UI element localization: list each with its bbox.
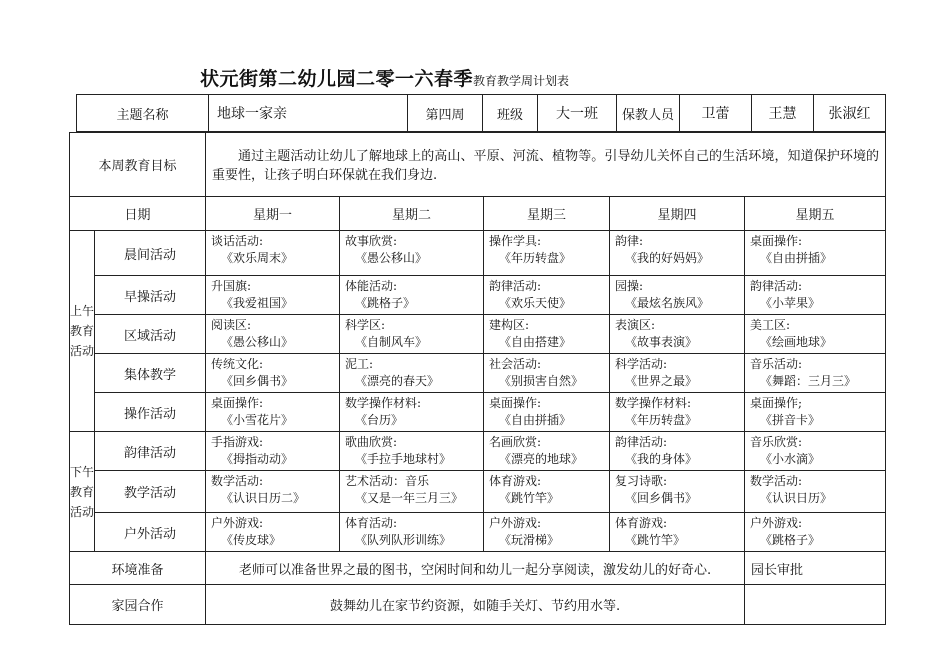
activity-type: 建构区: xyxy=(489,318,530,332)
day-header: 星期五 xyxy=(745,197,886,231)
activity-cell xyxy=(340,513,484,552)
activity-title: 《小苹果》 xyxy=(760,296,821,310)
activity-cell xyxy=(484,276,610,315)
activity-type: 体育活动: xyxy=(345,516,398,530)
activity-type: 手指游戏: xyxy=(211,435,264,449)
activity-cell xyxy=(340,393,484,432)
activity-title: 《玩滑梯》 xyxy=(499,533,560,547)
activity-name: 区域活动 xyxy=(95,315,206,354)
activity-cell xyxy=(484,315,610,354)
activity-type: 体育游戏: xyxy=(489,474,542,488)
table-row xyxy=(70,354,886,393)
day-header: 星期一 xyxy=(206,197,340,231)
activity-type: 数学操作材料: xyxy=(615,396,692,410)
family-row xyxy=(70,585,886,625)
activity-title: 《认识日历二》 xyxy=(221,491,306,505)
activity-cell xyxy=(745,513,886,552)
activity-title: 《愚公移山》 xyxy=(221,335,294,349)
activity-title: 《自由拼插》 xyxy=(499,413,572,427)
activity-title: 《我的好妈妈》 xyxy=(625,251,710,265)
activity-type: 桌面操作: xyxy=(750,234,803,248)
activity-type: 阅读区: xyxy=(211,318,252,332)
activity-title: 《欢乐天使》 xyxy=(499,296,572,310)
activity-name: 集体教学 xyxy=(95,354,206,393)
date-row xyxy=(70,197,886,231)
activity-title: 《跳竹竿》 xyxy=(625,533,686,547)
approval-signature xyxy=(745,585,886,625)
activity-title: 《拇指动动》 xyxy=(221,452,294,466)
activity-cell xyxy=(206,393,340,432)
activity-type: 音乐活动: xyxy=(750,357,803,371)
title-sub: 教育教学周计划表 xyxy=(473,74,570,88)
theme-label: 主题名称 xyxy=(77,95,209,132)
activity-cell xyxy=(610,513,745,552)
activity-cell xyxy=(484,432,610,471)
activity-type: 谈话活动: xyxy=(211,234,264,248)
activity-cell xyxy=(745,231,886,276)
activity-type: 户外游戏: xyxy=(489,516,542,530)
activity-title: 《愚公移山》 xyxy=(355,251,428,265)
document-title xyxy=(200,64,569,91)
activity-type: 体能活动: xyxy=(345,279,398,293)
activity-type: 数学活动: xyxy=(211,474,264,488)
day-header: 星期二 xyxy=(340,197,484,231)
activity-cell xyxy=(484,471,610,513)
activity-title: 《小雪花片》 xyxy=(221,413,294,427)
activity-type: 韵律活动: xyxy=(489,279,542,293)
activity-title: 《跳格子》 xyxy=(760,533,821,547)
activity-title: 《台历》 xyxy=(355,413,404,427)
activity-title: 《小水滴》 xyxy=(760,452,821,466)
activity-title: 《自由搭建》 xyxy=(499,335,572,349)
activity-type: 名画欣赏: xyxy=(489,435,542,449)
activity-title: 《故事表演》 xyxy=(625,335,698,349)
activity-cell xyxy=(610,432,745,471)
activity-cell xyxy=(340,432,484,471)
activity-cell xyxy=(206,471,340,513)
activity-cell xyxy=(484,231,610,276)
activity-cell xyxy=(484,513,610,552)
activity-cell xyxy=(610,393,745,432)
activity-type: 传统文化: xyxy=(211,357,264,371)
table-row xyxy=(70,276,886,315)
activity-cell xyxy=(610,354,745,393)
activity-cell xyxy=(610,231,745,276)
activity-type: 艺术活动：音乐 xyxy=(345,474,430,488)
activity-type: 韵律: xyxy=(615,234,644,248)
activity-title: 《年历转盘》 xyxy=(499,251,572,265)
activity-title: 《传皮球》 xyxy=(221,533,282,547)
activity-title: 《漂亮的地球》 xyxy=(499,452,584,466)
table-row xyxy=(70,432,886,471)
activity-title: 《世界之最》 xyxy=(625,374,698,388)
activity-type: 故事欣赏: xyxy=(345,234,398,248)
activity-title: 《回乡偶书》 xyxy=(625,491,698,505)
goal-text: 通过主题活动让幼儿了解地球上的高山、平原、河流、植物等。引导幼儿关怀自己的生活环境，知道保护环境的重要性，让孩子明白环保就在我们身边. xyxy=(206,133,886,197)
activity-cell xyxy=(340,276,484,315)
activity-type: 升国旗: xyxy=(211,279,252,293)
activity-type: 桌面操作: xyxy=(211,396,264,410)
activity-type: 科学活动: xyxy=(615,357,668,371)
date-label: 日期 xyxy=(70,197,206,231)
activity-cell xyxy=(745,393,886,432)
approval-label: 园长审批 xyxy=(745,552,886,585)
activity-type: 户外游戏: xyxy=(750,516,803,530)
activity-type: 数学活动: xyxy=(750,474,803,488)
staff-member-1: 卫蕾 xyxy=(680,95,752,132)
staff-label: 保教人员 xyxy=(617,95,680,132)
activity-title: 《又是一年三月三》 xyxy=(355,491,464,505)
activity-cell xyxy=(340,354,484,393)
environment-text: 老师可以准备世界之最的图书，空闲时间和幼儿一起分享阅读，激发幼儿的好奇心. xyxy=(206,552,745,585)
activity-title: 《舞蹈：三月三》 xyxy=(760,374,857,388)
activity-name: 教学活动 xyxy=(95,471,206,513)
staff-member-2: 王慧 xyxy=(752,95,814,132)
activity-name: 户外活动 xyxy=(95,513,206,552)
day-header: 星期四 xyxy=(610,197,745,231)
day-header: 星期三 xyxy=(484,197,610,231)
activity-name: 韵律活动 xyxy=(95,432,206,471)
activity-type: 复习诗歌: xyxy=(615,474,668,488)
activity-title: 《认识日历》 xyxy=(760,491,833,505)
table-row xyxy=(70,315,886,354)
table-row xyxy=(70,513,886,552)
schedule-table xyxy=(69,132,886,625)
activity-cell xyxy=(610,471,745,513)
activity-cell xyxy=(206,231,340,276)
activity-type: 科学区: xyxy=(345,318,386,332)
activity-cell xyxy=(745,354,886,393)
activity-cell xyxy=(484,354,610,393)
activity-cell xyxy=(206,276,340,315)
activity-type: 体育游戏: xyxy=(615,516,668,530)
activity-title: 《自制风车》 xyxy=(355,335,428,349)
activity-cell xyxy=(610,276,745,315)
activity-cell xyxy=(745,315,886,354)
activity-cell xyxy=(340,315,484,354)
activity-cell xyxy=(206,432,340,471)
afternoon-label: 下午教育活动 xyxy=(70,432,95,552)
activity-type: 韵律活动: xyxy=(750,279,803,293)
activity-title: 《跳格子》 xyxy=(355,296,416,310)
header-table xyxy=(76,94,886,132)
environment-row xyxy=(70,552,886,585)
activity-type: 韵律活动: xyxy=(615,435,668,449)
activity-title: 《自由拼插》 xyxy=(760,251,833,265)
activity-cell xyxy=(745,471,886,513)
activity-cell xyxy=(340,471,484,513)
table-row xyxy=(70,393,886,432)
activity-type: 表演区: xyxy=(615,318,656,332)
activity-cell xyxy=(206,354,340,393)
activity-cell xyxy=(206,315,340,354)
activity-type: 操作学具: xyxy=(489,234,542,248)
activity-type: 桌面操作: xyxy=(489,396,542,410)
activity-type: 数学操作材料: xyxy=(345,396,422,410)
activity-type: 户外游戏: xyxy=(211,516,264,530)
activity-title: 《年历转盘》 xyxy=(625,413,698,427)
goal-label: 本周教育目标 xyxy=(70,133,206,197)
family-label: 家园合作 xyxy=(70,585,206,625)
activity-type: 音乐欣赏: xyxy=(750,435,803,449)
activity-cell xyxy=(745,432,886,471)
activity-title: 《回乡偶书》 xyxy=(221,374,294,388)
staff-member-3: 张淑红 xyxy=(814,95,886,132)
activity-title: 《队列队形训练》 xyxy=(355,533,452,547)
activity-title: 《拼音卡》 xyxy=(760,413,821,427)
activity-title: 《手拉手地球村》 xyxy=(355,452,452,466)
activity-title: 《最炫名族风》 xyxy=(625,296,710,310)
table-row xyxy=(70,231,886,276)
activity-title: 《绘画地球》 xyxy=(760,335,833,349)
activity-title: 《欢乐周末》 xyxy=(221,251,294,265)
activity-type: 园操: xyxy=(615,279,644,293)
activity-cell xyxy=(610,315,745,354)
activity-type: 歌曲欣赏: xyxy=(345,435,398,449)
goal-row xyxy=(70,133,886,197)
activity-cell xyxy=(206,513,340,552)
class-label: 班级 xyxy=(483,95,538,132)
table-row xyxy=(70,471,886,513)
activity-title: 《别损害自然》 xyxy=(499,374,584,388)
activity-title: 《我的身体》 xyxy=(625,452,698,466)
theme-value: 地球一家亲 xyxy=(209,95,408,132)
activity-title: 《我爱祖国》 xyxy=(221,296,294,310)
title-main: 状元街第二幼儿园二零一六春季 xyxy=(200,68,474,90)
activity-cell xyxy=(340,231,484,276)
activity-title: 《漂亮的春天》 xyxy=(355,374,440,388)
activity-name: 晨间活动 xyxy=(95,231,206,276)
activity-type: 桌面操作; xyxy=(750,396,803,410)
activity-name: 操作活动 xyxy=(95,393,206,432)
family-text: 鼓舞幼儿在家节约资源，如随手关灯、节约用水等. xyxy=(206,585,745,625)
activity-type: 美工区: xyxy=(750,318,791,332)
activity-type: 泥工: xyxy=(345,357,374,371)
activity-cell xyxy=(484,393,610,432)
morning-label: 上午教育活动 xyxy=(70,231,95,432)
environment-label: 环境准备 xyxy=(70,552,206,585)
class-value: 大一班 xyxy=(538,95,617,132)
activity-type: 社会活动: xyxy=(489,357,542,371)
activity-cell xyxy=(745,276,886,315)
week-value: 第四周 xyxy=(408,95,483,132)
activity-name: 早操活动 xyxy=(95,276,206,315)
activity-title: 《跳竹竿》 xyxy=(499,491,560,505)
